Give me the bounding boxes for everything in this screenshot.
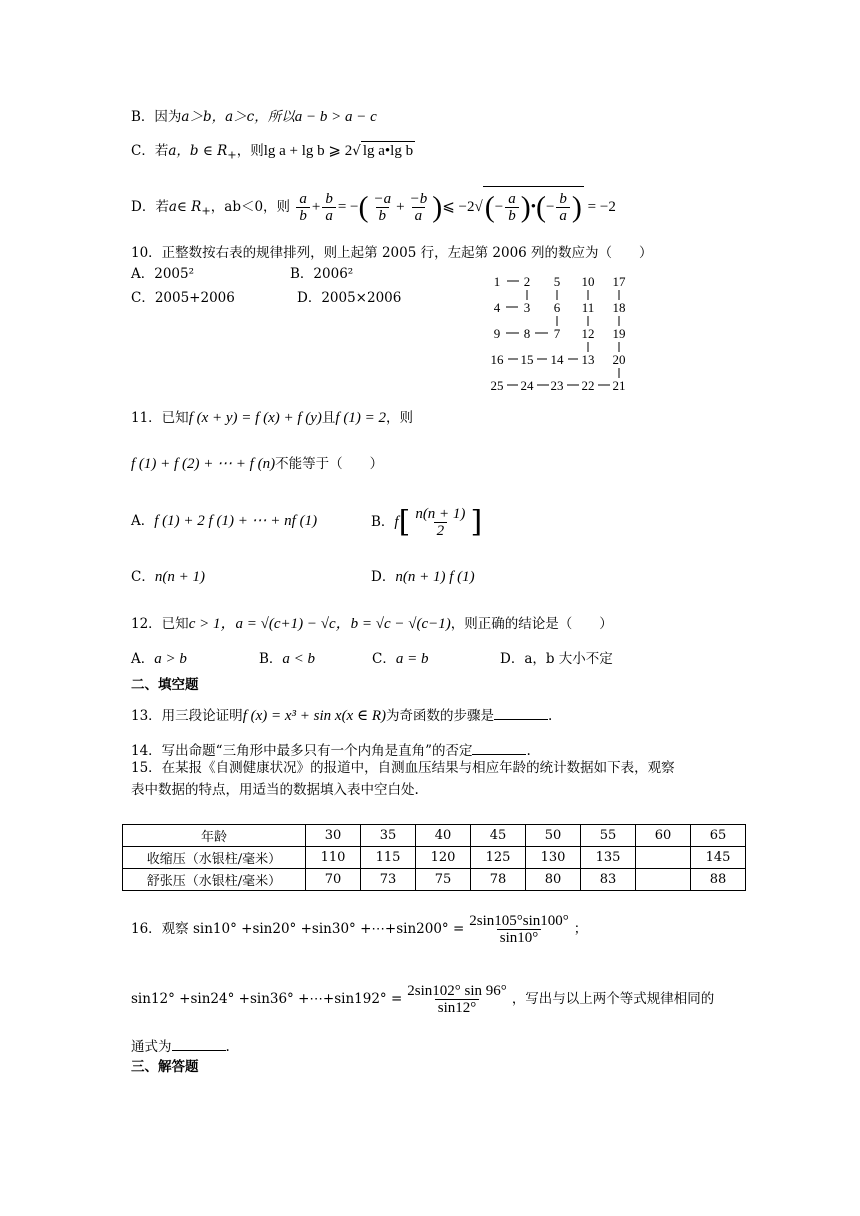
q9-c-cond: a，b ∈ R: [168, 143, 228, 159]
q12-d-label: D．: [500, 651, 525, 667]
q12-d-text: a，b 大小不定: [524, 651, 613, 667]
q12-b-math: a < b: [282, 651, 316, 667]
grid-cell: 21: [612, 378, 626, 393]
table-cell: 83: [581, 869, 636, 891]
q11-option-d: [371, 568, 475, 586]
table-blank-cell[interactable]: [636, 869, 691, 891]
q16-line1-end: ；: [573, 921, 588, 937]
grid-cell: 7: [553, 326, 561, 341]
q11-option-a: [131, 512, 317, 530]
table-row-label: 收缩压（水银柱/毫米）: [123, 847, 306, 869]
table-cell: 40: [416, 825, 471, 847]
table-cell: 78: [471, 869, 526, 891]
q11-d-label: D．: [371, 569, 396, 585]
number-spiral-figure: [487, 268, 637, 398]
q9-option-d: D．若a∈ $R_+$，ab＜0，则 $\frac{a}{b}$ + $\frac{b}{a}$ = −( $\frac{-a}{b}$ + $\frac{-b}{a}$ )⩽ −2√(− $\frac{a}{b}$ )•(− $\frac{b}{a}$ ) = −2: [131, 186, 616, 232]
q12-option-c: [372, 650, 428, 668]
q16-line1-text: 16．观察 sin10° +sin20° +sin30° +⋯+sin200° =: [131, 921, 465, 937]
q9-b-label: B．因为: [131, 109, 182, 125]
q16-line3: [131, 1036, 230, 1056]
q9-b-math: a − b > a − c: [294, 109, 377, 125]
table-cell: 145: [691, 847, 746, 869]
grid-cell: 22: [581, 378, 595, 393]
grid-cell: 3: [523, 300, 531, 315]
grid-cell: 13: [581, 352, 595, 367]
q12-prefix: 12．已知: [131, 616, 189, 632]
table-cell: 60: [636, 825, 691, 847]
q11-option-b: B．f[ $\frac{n(n + 1)}{2}$ ]: [371, 504, 483, 540]
q16-frac1-num: 2sin105°sin100°: [469, 913, 569, 929]
table-row: [123, 869, 746, 891]
q9-d-result: = −2: [587, 199, 616, 215]
q9-c-mid: ，则: [236, 143, 264, 159]
grid-cell: 6: [553, 300, 561, 315]
table-row: [123, 847, 746, 869]
grid-cell: 9: [493, 326, 501, 341]
q16-frac1-den: sin10°: [497, 929, 542, 946]
grid-cell: 4: [493, 300, 501, 315]
q11-and: 且: [321, 410, 336, 426]
table-blank-cell[interactable]: [636, 847, 691, 869]
q13: [131, 705, 552, 725]
grid-cell: 11: [581, 300, 595, 315]
table-cell: 115: [361, 847, 416, 869]
q11-c-label: C．: [131, 569, 155, 585]
q11-option-c: [131, 568, 205, 586]
q9-d-mid: ，ab＜0，则: [210, 199, 291, 215]
q12-b-label: B．: [259, 651, 283, 667]
q12-stem: [131, 615, 613, 633]
q12-a-math: a > b: [154, 651, 187, 667]
grid-cell: 14: [550, 352, 564, 367]
table-cell: 135: [581, 847, 636, 869]
table-row: [123, 825, 746, 847]
table-cell: 35: [361, 825, 416, 847]
grid-cell: 15: [520, 352, 534, 367]
grid-cell: 25: [490, 378, 504, 393]
q9-option-c: C．若a，b ∈ $R_+$，则lg a + lg b ⩾ 2√ lg a•lg b: [131, 143, 414, 162]
grid-cell: 1: [493, 274, 501, 289]
q11-stem: [131, 409, 413, 427]
grid-cell: 5: [553, 274, 561, 289]
q14-answer-blank[interactable]: [472, 740, 526, 755]
blood-pressure-table: [122, 824, 746, 891]
q9-c-math: lg a + lg b ⩾ 2: [263, 143, 353, 159]
q13-end: .: [547, 708, 553, 724]
q12-suffix: ，则正确的结论是（ ）: [450, 616, 613, 632]
grid-cell: 12: [581, 326, 595, 341]
section-answer-heading: 三、解答题: [131, 1059, 199, 1075]
table-cell: 88: [691, 869, 746, 891]
table-cell: 80: [526, 869, 581, 891]
grid-cell: 10: [581, 274, 595, 289]
q10-option-d: D．2005×2006: [297, 290, 402, 306]
q11-b-label: B．: [371, 514, 395, 530]
section-fill-in-heading: 二、填空题: [131, 677, 199, 693]
q11-c-math: n(n + 1): [154, 569, 205, 585]
table-cell: 70: [306, 869, 361, 891]
q11-suffix: ，则: [385, 410, 413, 426]
q13-answer-blank[interactable]: [494, 705, 548, 720]
q11-b-num: n(n + 1): [415, 506, 466, 522]
q9-d-label: D．若: [131, 199, 169, 215]
q12-option-d: [500, 650, 613, 668]
table-cell: 130: [526, 847, 581, 869]
q14-text: 14．写出命题“三角形中最多只有一个内角是直角”的否定: [131, 743, 473, 759]
q9-d-formula: $\frac{a}{b}$ + $\frac{b}{a}$ = −( $\frac{-a}{b}$ + $\frac{-b}{a}$ )⩽ −2√(− $\frac{a}{b}$ )•(− $\frac{b}{a}$ ): [294, 199, 587, 215]
q16-line2-end: ，写出与以上两个等式规律相同的: [511, 991, 715, 1007]
table-cell: 50: [526, 825, 581, 847]
q15-line2: 表中数据的特点，用适当的数据填入表中空白处.: [131, 782, 419, 798]
table-row-label: 舒张压（水银柱/毫米）: [123, 869, 306, 891]
q11-line2-math: f (1) + f (2) + ⋯ + f (n): [131, 456, 276, 472]
q16-answer-blank[interactable]: [172, 1036, 226, 1051]
q16-line2-text: sin12° +sin24° +sin36° +⋯+sin192° =: [131, 991, 403, 1007]
q15-line1: 15．在某报《自测健康状况》的报道中，自测血压结果与相应年龄的统计数据如下表，观察: [131, 760, 675, 776]
grid-cell: 24: [520, 378, 534, 393]
q16-line1: [131, 907, 587, 951]
q16-line2: [131, 977, 714, 1021]
q12-c-math: a = b: [395, 651, 429, 667]
table-cell: 65: [691, 825, 746, 847]
q13-suffix: 为奇函数的步骤是: [385, 708, 494, 724]
table-header-age: 年龄: [123, 825, 306, 847]
q11-a-math: f (1) + 2 f (1) + ⋯ + nf (1): [154, 513, 318, 529]
q16-line3-end: .: [225, 1039, 230, 1055]
q13-math: f (x) = x³ + sin x(x ∈ R): [242, 708, 386, 724]
q16-frac2-den: sin12°: [435, 999, 480, 1016]
q11-a-label: A．: [131, 513, 155, 529]
q12-math: c > 1，a = √(c+1) − √c，b = √c − √(c−1): [188, 616, 451, 632]
q16-line3-text: 通式为: [131, 1039, 172, 1055]
table-cell: 73: [361, 869, 416, 891]
q9-option-b: [131, 108, 377, 126]
q11-d-math: n(n + 1) f (1): [395, 569, 475, 585]
table-cell: 55: [581, 825, 636, 847]
q14-end: .: [526, 743, 531, 759]
q12-option-b: [259, 650, 315, 668]
q14: [131, 740, 531, 760]
q11-b-den: 2: [434, 522, 448, 539]
q12-a-label: A．: [131, 651, 155, 667]
q11-line2: [131, 455, 383, 473]
q9-c-label: C．若: [131, 143, 169, 159]
q9-b-text: a＞b，a＞c，所以: [181, 109, 295, 125]
grid-cell: 20: [612, 352, 626, 367]
grid-cell: 23: [550, 378, 564, 393]
grid-cell: 18: [612, 300, 626, 315]
grid-cell: 17: [612, 274, 626, 289]
table-cell: 75: [416, 869, 471, 891]
table-cell: 30: [306, 825, 361, 847]
q9-d-cond: a∈ R: [168, 199, 202, 215]
table-cell: 125: [471, 847, 526, 869]
q10-option-a: A．2005²: [131, 266, 195, 282]
table-cell: 120: [416, 847, 471, 869]
q11-line2-text: 不能等于（ ）: [275, 456, 384, 472]
q16-frac2-num: 2sin102° sin 96°: [407, 983, 507, 999]
table-cell: 110: [306, 847, 361, 869]
q11-math1: f (x + y) = f (x) + f (y): [188, 410, 322, 426]
grid-cell: 2: [523, 274, 531, 289]
table-cell: 45: [471, 825, 526, 847]
q10-stem: 10．正整数按右表的规律排列，则上起第 2005 行，左起第 2006 列的数应为（ ）: [131, 245, 653, 261]
q12-c-label: C．: [372, 651, 396, 667]
q11-prefix: 11．已知: [131, 410, 189, 426]
q9-c-root: lg a•lg b: [362, 143, 414, 159]
q12-option-a: [131, 650, 187, 668]
q11-math2: f (1) = 2: [335, 410, 386, 426]
grid-cell: 19: [612, 326, 626, 341]
q10-option-c: C．2005+2006: [131, 290, 235, 306]
q13-prefix: 13．用三段论证明: [131, 708, 243, 724]
q10-option-b: B．2006²: [290, 266, 354, 282]
grid-cell: 16: [490, 352, 504, 367]
grid-cell: 8: [523, 326, 531, 341]
